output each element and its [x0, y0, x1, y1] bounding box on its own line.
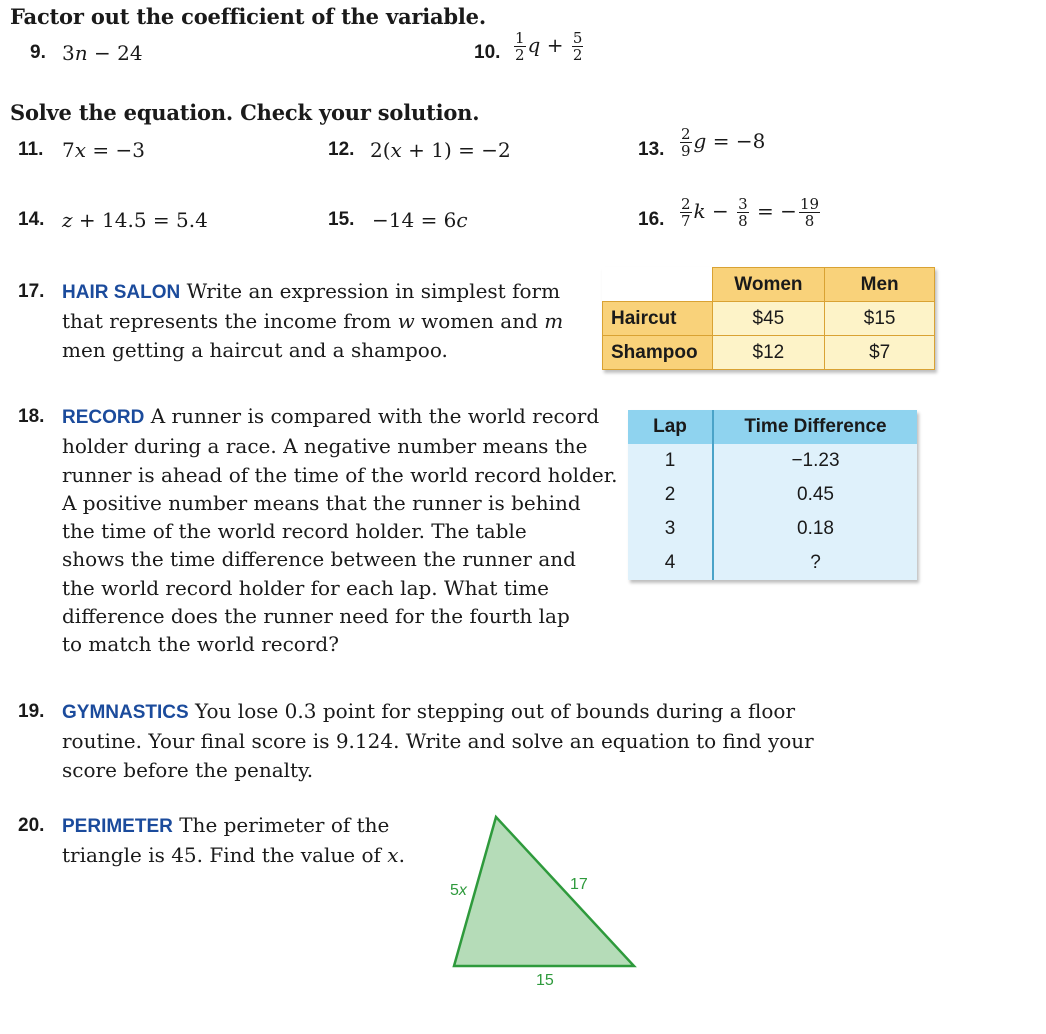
side-label-right: 17 — [570, 876, 588, 893]
section-heading-solve: Solve the equation. Check your solution. — [10, 100, 480, 125]
topic-label: HAIR SALON — [62, 282, 181, 303]
table-cell: $7 — [825, 336, 935, 370]
expression: $\frac{1}{2}$ q + $\frac{5}{2}$ — [515, 29, 583, 64]
table-cell: 0.18 — [713, 512, 917, 546]
row-label: Haircut — [603, 302, 713, 336]
table-row — [628, 444, 917, 478]
topic-label: GYMNASTICS — [62, 702, 189, 723]
problem-number: 10. — [474, 42, 501, 63]
hair-salon-table — [602, 267, 935, 370]
expression: $\frac{2}{7}$ k − $\frac{3}{8}$ = − $\frac{19}{8}$ — [681, 195, 820, 230]
problem-number: 14. — [18, 209, 45, 230]
problem-number: 9. — [30, 42, 46, 63]
problem-number: 11. — [18, 139, 44, 160]
problem-text: HAIR SALON Write an expression in simplest form that represents the income from w women and m men getting a haircut and a shampoo. — [62, 279, 564, 362]
side-label-left: 5x — [450, 882, 467, 899]
expression: −14 = 6c — [372, 208, 468, 232]
table-cell: $45 — [712, 302, 825, 336]
table-row — [628, 478, 917, 512]
table-row — [603, 302, 935, 336]
table-cell: −1.23 — [713, 444, 917, 478]
problem-number: 16. — [638, 209, 665, 230]
table-header: Men — [825, 268, 935, 302]
problem-number: 15. — [328, 209, 355, 230]
topic-label: RECORD — [62, 407, 145, 428]
expression: $\frac{2}{9}$ g = −8 — [681, 125, 766, 160]
table-header: Lap — [628, 410, 713, 444]
problem-number: 17. — [18, 281, 45, 302]
problem-number: 18. — [18, 406, 45, 427]
lap-time-table — [628, 410, 917, 580]
problem-number: 20. — [18, 815, 45, 836]
expression: z + 14.5 = 5.4 — [62, 208, 208, 232]
problem-number: 13. — [638, 139, 665, 160]
table-header: Time Difference — [713, 410, 917, 444]
table-row — [603, 336, 935, 370]
triangle-shape — [454, 817, 634, 966]
table-cell: 0.45 — [713, 478, 917, 512]
problem-text: PERIMETER The perimeter of the triangle is 45. Find the value of x. — [62, 813, 405, 868]
problem-text: GYMNASTICS You lose 0.3 point for stepping out of bounds during a floor routine. Your final score is 9.124. Write and solve an equation to find your score before the penalty. — [62, 699, 814, 782]
table-cell: 1 — [628, 444, 713, 478]
expression: 7x = −3 — [62, 138, 145, 162]
table-header: Women — [712, 268, 825, 302]
expression: 3n − 24 — [62, 41, 143, 65]
table-row — [628, 546, 917, 580]
triangle-figure — [440, 805, 660, 995]
table-cell: 2 — [628, 478, 713, 512]
table-cell: 4 — [628, 546, 713, 580]
problem-number: 19. — [18, 701, 45, 722]
table-cell: $12 — [712, 336, 825, 370]
expression: 2(x + 1) = −2 — [370, 138, 511, 162]
table-cell: $15 — [825, 302, 935, 336]
side-label-bottom: 15 — [536, 972, 554, 989]
problem-number: 12. — [328, 139, 355, 160]
topic-label: PERIMETER — [62, 816, 173, 837]
section-heading-factor: Factor out the coefficient of the variable. — [10, 4, 486, 29]
table-cell: 3 — [628, 512, 713, 546]
row-label: Shampoo — [603, 336, 713, 370]
table-cell: ? — [713, 546, 917, 580]
table-row — [628, 512, 917, 546]
problem-text: RECORD A runner is compared with the world record holder during a race. A negative number means the runner is ahead of the time of the world record holder. A positive number means that the runner is behind the time of the world record holder. The table shows the time difference between the runner and the world record holder for each lap. What time difference does the runner need for the fourth lap to match the world record? — [62, 404, 618, 657]
